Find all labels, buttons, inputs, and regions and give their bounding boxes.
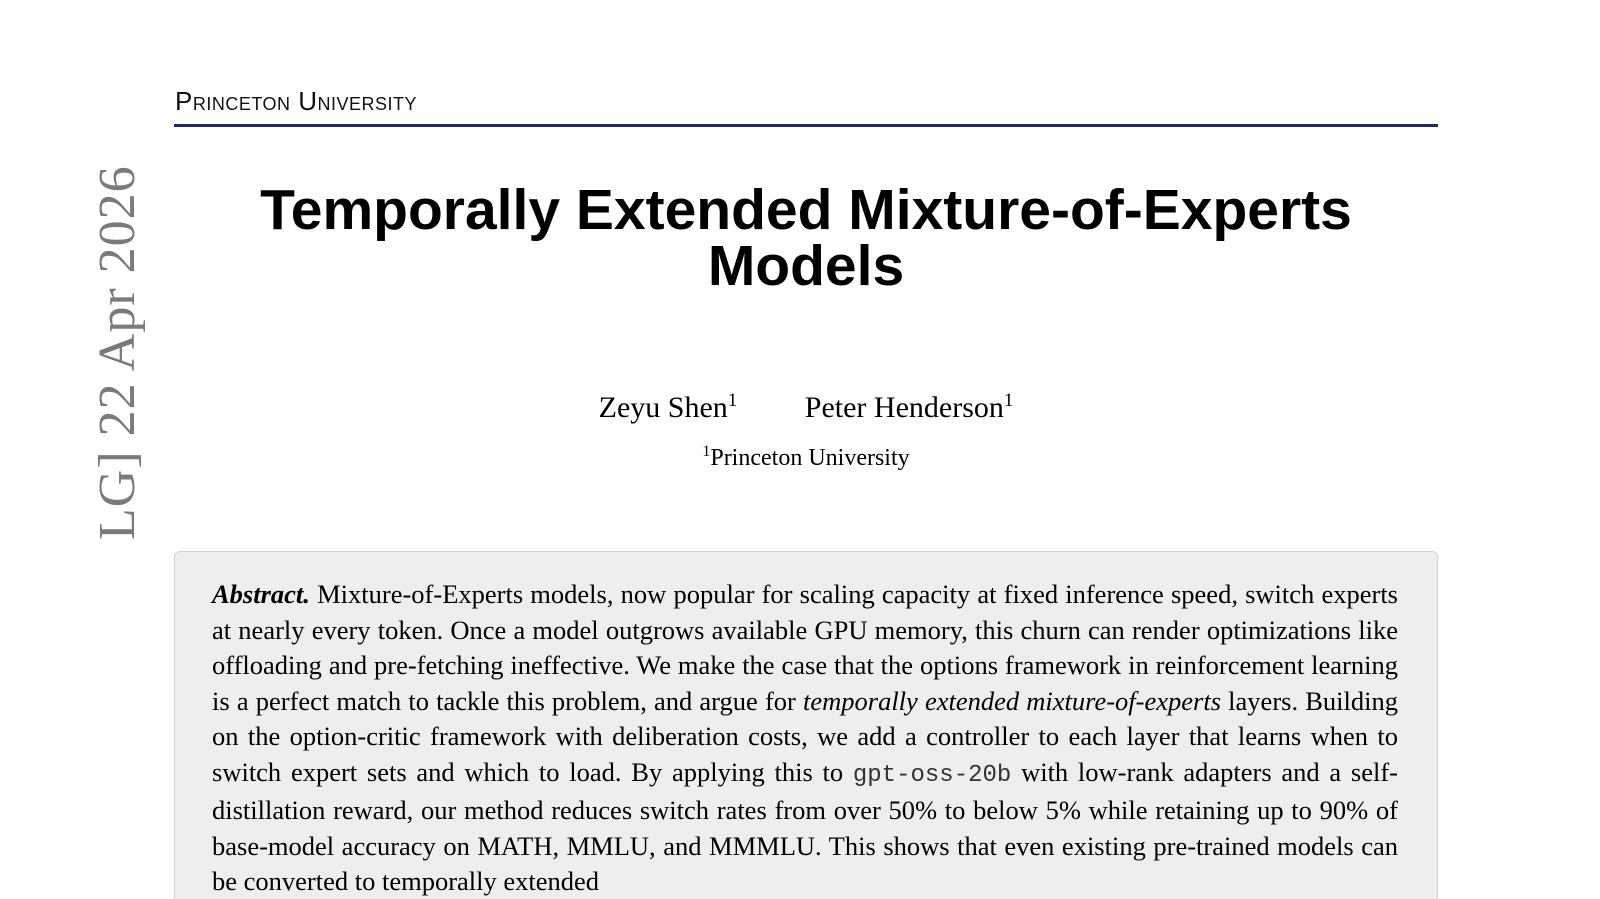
abstract-emphasis: temporally extended mixture-of-experts — [803, 685, 1222, 716]
title-line-1: Temporally Extended Mixture-of-Experts — [260, 178, 1352, 242]
author-name: Peter Henderson — [804, 391, 1004, 424]
abstract-text — [212, 577, 1398, 899]
abstract-body-1: Mixture-of-Experts models, now popular for scaling capacity at fixed inference speed, switch experts at nearly every token. Once a model outgrows available GPU memory, this churn can render optimizations like offloading and pre-fetching ineffective. We make the case that the options framework in reinforcement learning is a perfect match to tackle this problem, and argue for — [212, 579, 1398, 716]
affiliation-name: Princeton University — [710, 445, 910, 471]
author-1 — [599, 390, 738, 425]
arxiv-stamp: LG] 22 Apr 2026 — [89, 165, 146, 540]
author-name: Zeyu Shen — [598, 391, 728, 424]
affiliation — [174, 443, 1438, 472]
abstract-body-2: layers. Building on the option-critic framework with deliberation costs, we add a controller to each layer that learns when to switch expert sets and which to load. By applying this to — [212, 685, 1398, 787]
title-line-2: Models — [707, 234, 905, 298]
header-institution: Princeton University — [175, 86, 418, 116]
author-2 — [805, 390, 1014, 425]
header-divider — [174, 124, 1438, 127]
model-name-code: gpt-oss-20b — [852, 761, 1012, 789]
author-list — [174, 390, 1438, 425]
abstract-label: Abstract. — [212, 579, 310, 609]
affiliation-mark: 1 — [702, 443, 711, 460]
affiliation-mark: 1 — [727, 390, 738, 411]
paper-title — [174, 178, 1438, 298]
affiliation-mark: 1 — [1003, 390, 1014, 411]
abstract-body-3: with low-rank adapters and a self-distillation reward, our method reduces switch rates from over 50% to below 5% while retaining up to 90% of base-model accuracy on MATH, MMLU, and MMMLU. This shows that even existing pre-trained models can be converted to temporally extended — [212, 756, 1398, 896]
